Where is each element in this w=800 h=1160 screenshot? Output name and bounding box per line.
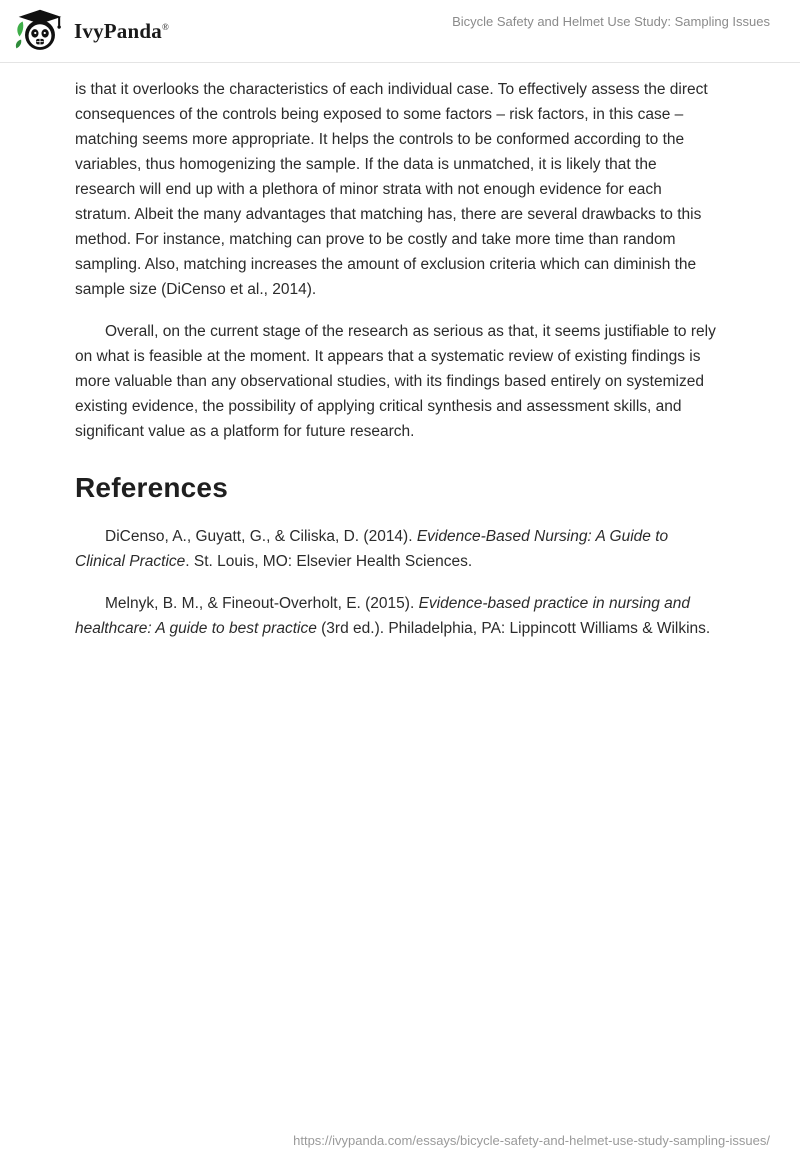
document-content	[0, 63, 800, 641]
brand-name	[74, 19, 169, 44]
registered-mark: ®	[161, 21, 170, 32]
ivypanda-panda-logo-icon	[14, 8, 66, 54]
reference-item	[75, 524, 720, 574]
reference-item	[75, 591, 720, 641]
body-paragraph-1: is that it overlooks the characteristics of each individual case. To effectively assess the direct consequences of the controls being exposed to some factors – risk factors, in this case – matching seems more appropriate. It helps the controls to be conformed according to the variables, thus homogenizing the sample. If the data is unmatched, it is likely that the research will end up with a plethora of minor strata with not enough evidence for each stratum. Albeit the many advantages that matching has, there are several drawbacks to this method. For instance, matching can prove to be costly and take more time than random sampling. Also, matching increases the amount of exclusion criteria which can diminish the sample size (DiCenso et al., 2014).	[75, 81, 708, 298]
source-url: https://ivypanda.com/essays/bicycle-safety-and-helmet-use-study-sampling-issues/	[293, 1133, 770, 1148]
brand-name-text: IvyPanda	[74, 18, 162, 43]
page-header	[0, 0, 800, 63]
reference-publisher: (3rd ed.). Philadelphia, PA: Lippincott Williams & Wilkins.	[316, 620, 711, 637]
body-paragraph-2: Overall, on the current stage of the research as serious as that, it seems justifiable to rely on what is feasible at the moment. It appears that a systematic review of existing findings is more valuable than any observational studies, with its findings based entirely on systemized existing evidence, the possibility of applying critical synthesis and assessment skills, and significant value as a platform for future research.	[75, 323, 716, 440]
reference-authors: Melnyk, B. M., & Fineout-Overholt, E. (2015).	[105, 595, 419, 612]
reference-title: Evidence-based practice in nursing and healthcare: A guide to best practice	[75, 595, 690, 637]
page-footer	[0, 1133, 770, 1148]
brand	[14, 8, 169, 54]
reference-publisher: . St. Louis, MO: Elsevier Health Sciences.	[185, 553, 473, 570]
reference-title: Evidence-Based Nursing: A Guide to Clinical Practice	[75, 528, 669, 570]
reference-authors: DiCenso, A., Guyatt, G., & Ciliska, D. (2014).	[105, 528, 417, 545]
references-heading: References	[75, 472, 228, 503]
document-title: Bicycle Safety and Helmet Use Study: Sampling Issues	[452, 14, 770, 29]
